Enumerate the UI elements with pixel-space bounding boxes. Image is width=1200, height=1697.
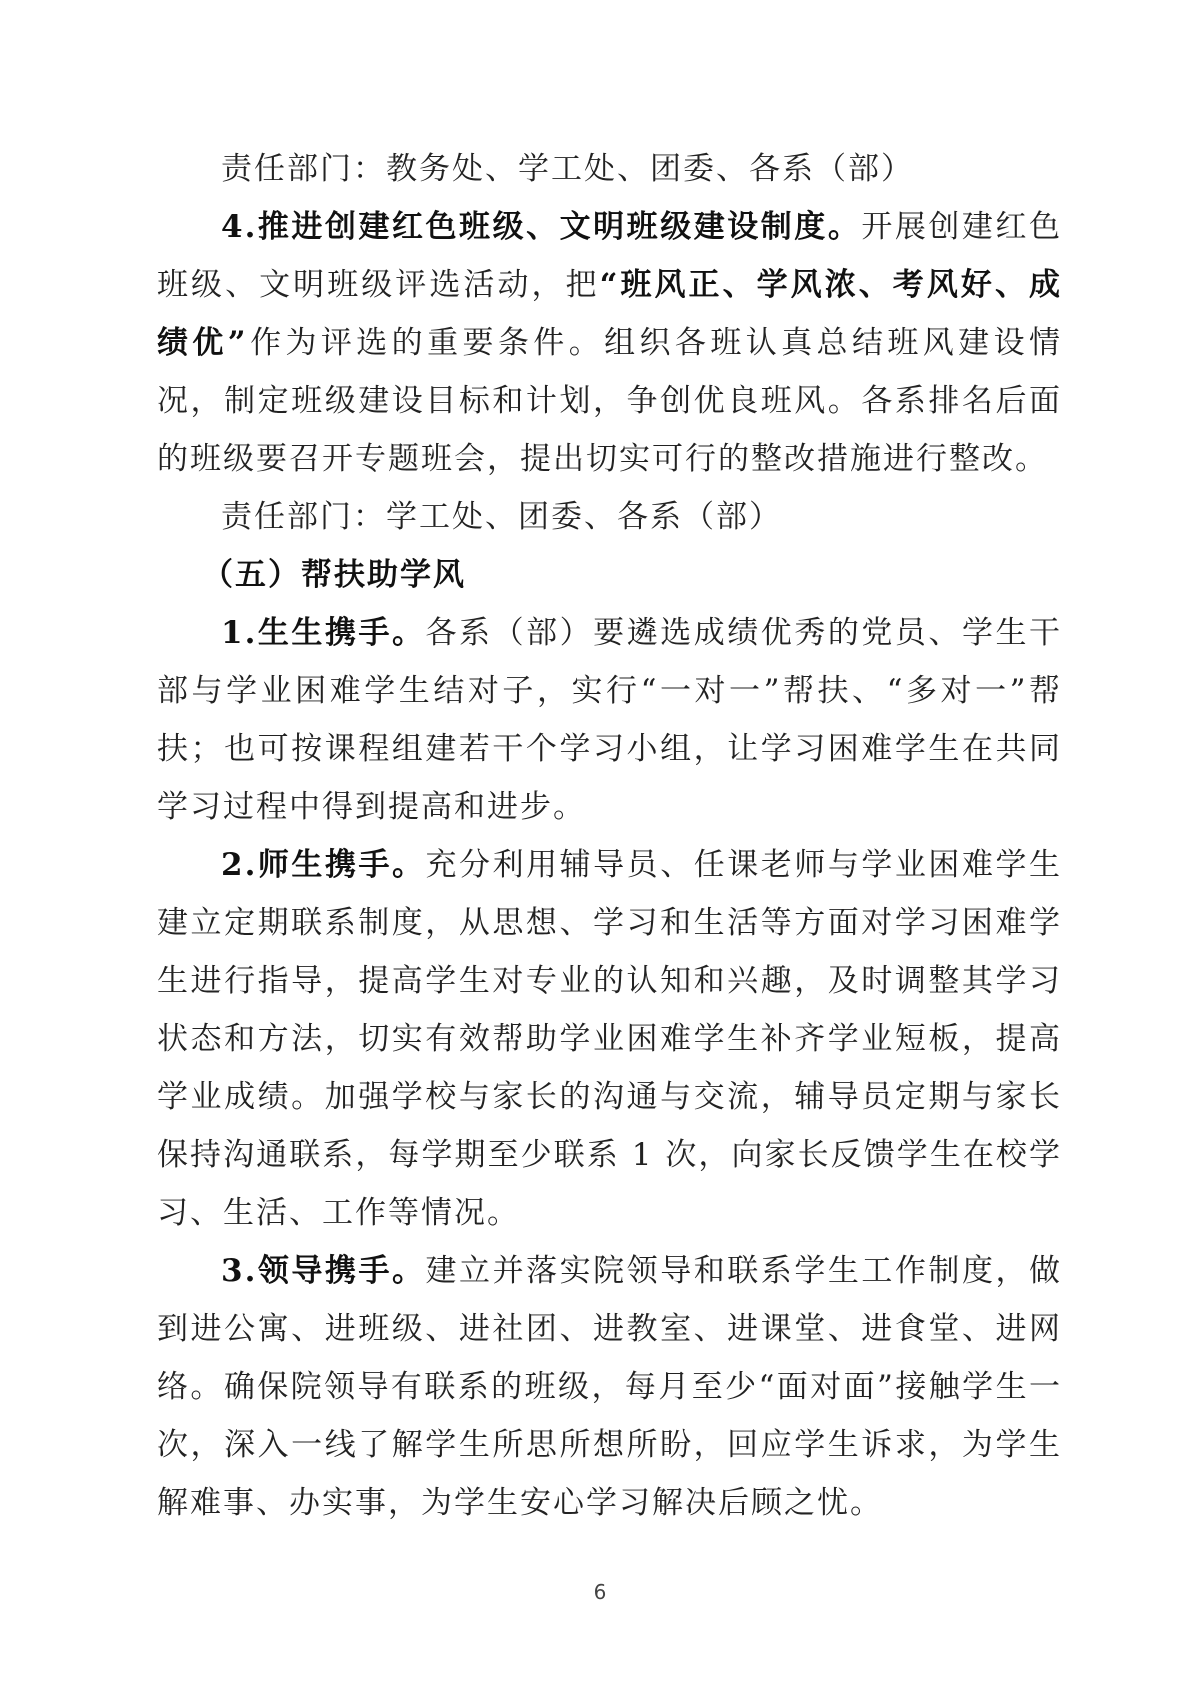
help-2-paragraph xyxy=(157,836,1062,1242)
help-1-lead: 1.生生携手。 xyxy=(221,615,426,651)
item-4-lead: 4.推进创建红色班级、文明班级建设制度。 xyxy=(221,209,862,245)
section-heading xyxy=(157,546,1062,604)
section-heading-text: （五）帮扶助学风 xyxy=(202,557,466,593)
paragraph-text: 责任部门：教务处、学工处、团委、各系（部） xyxy=(221,151,914,187)
help-3-text: 建立并落实院领导和联系学生工作制度，做到进公寓、进班级、进社团、进教室、进课堂、进食堂、进网络。确保院领导有联系的班级，每月至少“面对面”接触学生一次，深入一线了解学生所思所想所盼，回应学生诉求，为学生解难事、办实事，为学生安心学习解决后顾之忧。 xyxy=(157,1253,1062,1521)
help-3-paragraph xyxy=(157,1242,1062,1532)
help-2-lead: 2.师生携手。 xyxy=(221,847,426,883)
help-1-paragraph xyxy=(157,604,1062,836)
item-4-text-a: 开展创建红色班级、文明班级评选活动，把 xyxy=(157,209,1062,303)
item-4-quote: “班风正、学风浓、考风好、成绩优” xyxy=(157,267,1062,361)
help-2-text: 充分利用辅导员、任课老师与学业困难学生建立定期联系制度，从思想、学习和生活等方面对学习困难学生进行指导，提高学生对专业的认知和兴趣，及时调整其学习状态和方法，切实有效帮助学业困难学生补齐学业短板，提高学业成绩。加强学校与家长的沟通与交流，辅导员定期与家长保持沟通联系，每学期至少联系 1 次，向家长反馈学生在校学习、生活、工作等情况。 xyxy=(157,847,1062,1231)
item-4-text-b: 作为评选的重要条件。组织各班认真总结班风建设情况，制定班级建设目标和计划，争创优良班风。各系排名后面的班级要召开专题班会，提出切实可行的整改措施进行整改。 xyxy=(157,325,1062,477)
page-number: 6 xyxy=(593,1580,607,1604)
item-4-paragraph xyxy=(157,198,1062,488)
responsible-dept-line xyxy=(157,140,1062,198)
help-1-text: 各系（部）要遴选成绩优秀的党员、学生干部与学业困难学生结对子，实行“一对一”帮扶、“多对一”帮扶；也可按课程组建若干个学习小组，让学习困难学生在共同学习过程中得到提高和进步。 xyxy=(157,615,1062,825)
responsible-dept-line xyxy=(157,488,1062,546)
help-3-lead: 3.领导携手。 xyxy=(221,1253,426,1289)
paragraph-text: 责任部门：学工处、团委、各系（部） xyxy=(221,499,782,535)
